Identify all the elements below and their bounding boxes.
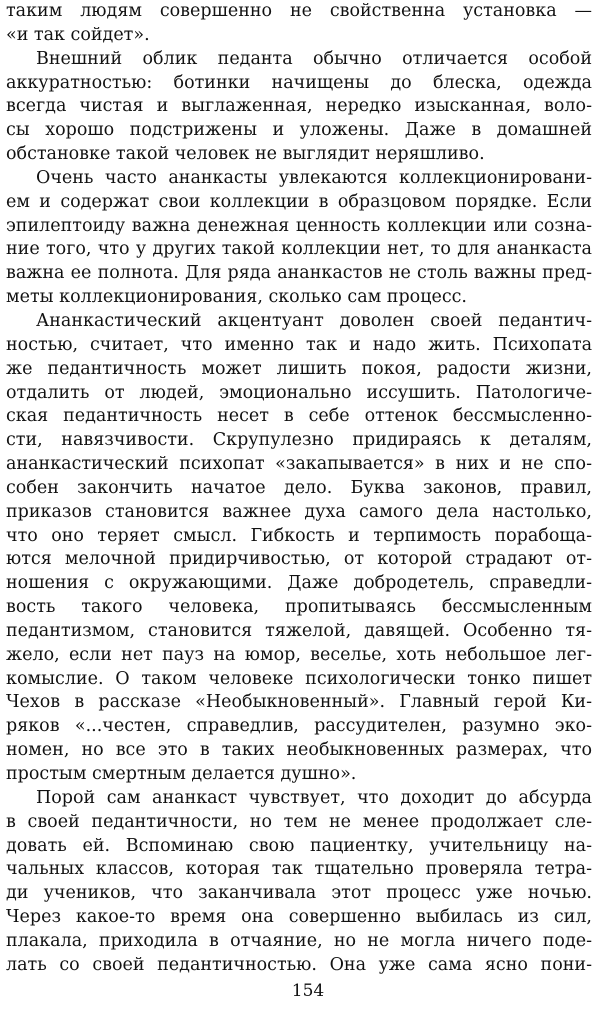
text-line: важна ее полнота. Для ряда ананкастов не столь важны пред- [6,263,592,284]
text-line: лать со своей педантичностью. Она уже сама ясно пони- [6,954,592,975]
text-line: всегда чистая и выглаженная, нередко изысканная, воло- [6,96,592,117]
text-line: сти, навязчивости. Скрупулезно придираясь к деталям, [6,430,592,451]
text-line: Порой сам ананкаст чувствует, что доходит до абсурда [36,787,592,808]
text-line: аккуратностью: ботинки начищены до блеска, одежда [6,72,592,93]
text-line: же педантичность может лишить покоя, радости жизни, [6,358,592,379]
text-line: ем и содержат свои коллекции в образцовом порядке. Если [6,191,592,212]
text-line: Чехов в рассказе «Необыкновенный». Главный герой Ки- [6,692,592,713]
text-line: ношения с окружающими. Даже добродетель, справедли- [6,573,592,594]
text-line: отдалить от людей, эмоционально иссушить. Патологиче- [6,382,592,403]
text-line: простым смертным делается душно». [6,764,357,784]
text-line: вость такого человека, пропитываясь бессмысленным [6,597,592,618]
text-line: довать ей. Вспоминаю свою пациентку, учительницу на- [6,835,592,856]
text-line: ностью, считает, что именно так и надо жить. Психопата [6,334,592,355]
text-line: ние того, что у других такой коллекции нет, то для ананкаста [6,239,592,260]
text-line: в своей педантичности, но тем не менее продолжает сле- [6,811,592,832]
text-line: «и так сойдет». [6,24,150,45]
text-line: чальных классов, которая так тщательно проверяла тетра- [6,859,592,880]
page-number: 154 [291,981,325,1001]
text-line: обстановке такой человек не выглядит неряшливо. [6,144,485,165]
text-line: ананкастический психопат «закапывается» в них и не спо- [6,454,592,475]
text-line: собен закончить начатое дело. Буква законов, правил, [6,477,592,498]
text-line: приказов становится важнее духа самого дела настолько, [6,501,592,522]
text-line: что оно теряет смысл. Гибкость и терпимость порабоща- [6,525,592,546]
text-line: номен, но все это в таких необыкновенных размерах, что [6,740,592,761]
text-line: Очень часто ананкасты увлекаются коллекционировани- [36,167,592,188]
text-line: таким людям совершенно не свойственна установка — [6,1,592,21]
text-line: Внешний облик педанта обычно отличается особой [36,48,592,69]
body-text [6,0,592,978]
text-line: комыслие. О таком человеке психологически тонко пишет [6,668,592,689]
text-line: плакала, приходила в отчаяние, но не могла ничего поде- [6,930,592,951]
text-line: ди учеников, что заканчивала этот процесс уже ночью. [6,883,592,904]
text-line: ряков «...честен, справедлив, рассудителен, разумно эко- [6,716,592,737]
text-line: меты коллекционирования, сколько сам процесс. [6,287,467,308]
text-line: сы хорошо подстрижены и уложены. Даже в домашней [6,120,592,141]
text-line: жело, если нет пауз на юмор, веселье, хоть небольшое лег- [6,644,592,665]
text-line: педантизмом, становится тяжелой, давящей. Особенно тя- [6,620,592,641]
text-line: ская педантичность несет в себе оттенок бессмысленно- [6,406,592,427]
text-line: Ананкастический акцентуант доволен своей педантич- [36,310,592,331]
text-line: ются мелочной придирчивостью, от которой страдают от- [6,549,592,570]
text-line: эпилептоиду важна денежная ценность коллекции или созна- [6,215,592,236]
text-line: Через какое-то время она совершенно выбилась из сил, [6,907,592,928]
